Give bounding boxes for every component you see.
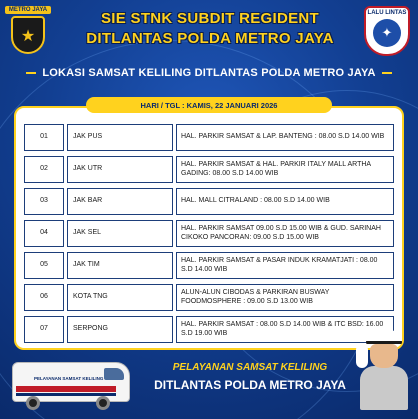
footer	[0, 352, 418, 419]
row-location: HAL. PARKIR SAMSAT : 08.00 S.D 14.00 WIB & ITC BSD: 16.00 S.D 19.00 WIB	[176, 316, 394, 343]
officer-cap	[366, 330, 402, 344]
table-row	[24, 156, 394, 183]
schedule-panel	[14, 106, 404, 350]
table-row	[24, 284, 394, 311]
row-number: 05	[24, 252, 64, 279]
officer-hand	[356, 344, 368, 368]
row-number: 01	[24, 124, 64, 151]
row-area: JAK TIM	[67, 252, 173, 279]
row-area: KOTA TNG	[67, 284, 173, 311]
officer-face	[370, 344, 398, 368]
van-window	[104, 368, 124, 380]
van-label: PELAYANAN SAMSAT KELILING	[34, 376, 104, 381]
row-number: 04	[24, 220, 64, 247]
row-location: HAL. PARKIR SAMSAT 09.00 S.D 15.00 WIB & GUD. SARINAH CIKOKO PANCORAN: 09.00 S.D 15.00 WIB	[176, 220, 394, 247]
table-row	[24, 188, 394, 215]
table-row	[24, 316, 394, 343]
title-line-1: SIE STNK SUBDIT REGIDENT	[100, 10, 320, 27]
van-wheel-icon	[96, 396, 110, 410]
page-subtitle: LOKASI SAMSAT KELILING DITLANTAS POLDA METRO JAYA	[0, 62, 418, 84]
row-area: JAK UTR	[67, 156, 173, 183]
row-number: 02	[24, 156, 64, 183]
row-area: JAK PUS	[67, 124, 173, 151]
row-location: HAL. PARKIR SAMSAT & LAP. BANTENG : 08.00 S.D 14.00 WIB	[176, 124, 394, 151]
row-location: HAL. PARKIR SAMSAT & PASAR INDUK KRAMATJATI : 08.00 S.D 14.00 WIB	[176, 252, 394, 279]
samsat-van-illustration	[12, 356, 132, 414]
header	[0, 0, 418, 60]
row-area: JAK BAR	[67, 188, 173, 215]
lalu-lintas-label: LALU LINTAS	[367, 10, 407, 16]
row-location: HAL. MALL CITRALAND : 08.00 S.D 14.00 WIB	[176, 188, 394, 215]
table-row	[24, 220, 394, 247]
service-subtitle: DITLANTAS POLDA METRO JAYA	[154, 378, 346, 392]
title-line-2: DITLANTAS POLDA METRO JAYA	[86, 30, 334, 47]
van-stripe-red	[16, 386, 116, 392]
police-officer-illustration	[356, 330, 412, 414]
police-emblem-icon: ★	[11, 16, 45, 54]
table-row	[24, 252, 394, 279]
row-number: 03	[24, 188, 64, 215]
row-area: JAK SEL	[67, 220, 173, 247]
table-row	[24, 124, 394, 151]
traffic-emblem-icon: ✦	[373, 19, 401, 47]
row-area: SERPONG	[67, 316, 173, 343]
officer-torso	[360, 366, 408, 410]
metro-jaya-logo	[4, 6, 52, 58]
schedule-rows	[24, 124, 394, 343]
row-number: 07	[24, 316, 64, 343]
lalu-lintas-logo	[364, 6, 410, 56]
row-location: ALUN-ALUN CIBODAS & PARKIRAN BUSWAY FOODMOSPHERE : 09.00 S.D 13.00 WIB	[176, 284, 394, 311]
date-label: HARI / TGL : KAMIS, 22 JANUARI 2026	[86, 97, 332, 113]
metro-jaya-ribbon: METRO JAYA	[5, 6, 51, 14]
row-number: 06	[24, 284, 64, 311]
van-wheel-icon	[26, 396, 40, 410]
row-location: HAL. PARKIR SAMSAT & HAL. PARKIR ITALY MALL ARTHA GADING: 08.00 S.D 14.00 WIB	[176, 156, 394, 183]
service-title: PELAYANAN SAMSAT KELILING	[172, 362, 328, 373]
